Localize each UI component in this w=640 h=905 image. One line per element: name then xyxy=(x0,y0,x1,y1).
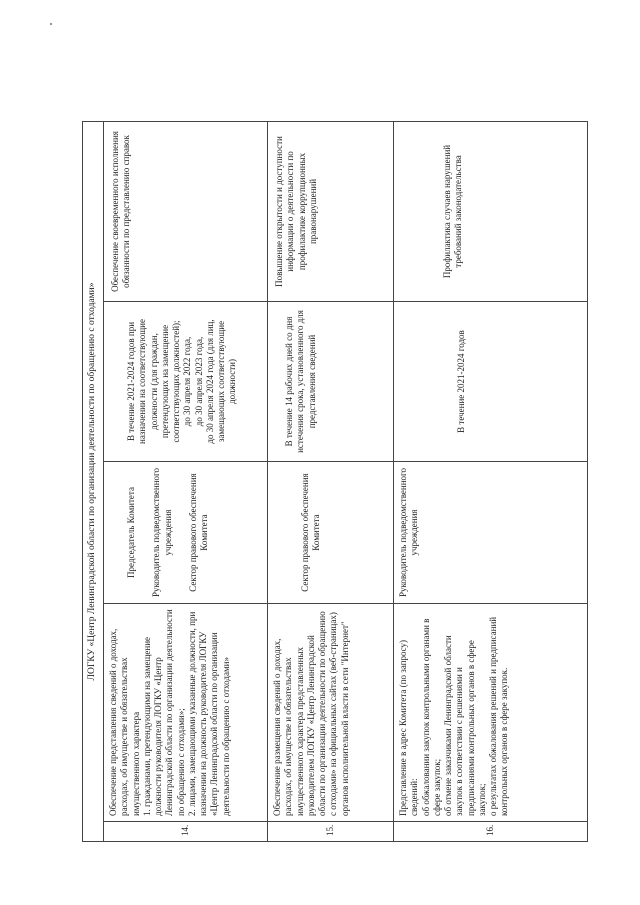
table-row xyxy=(104,121,268,841)
action-text: Обеспечение представления сведений о доходах, расходах, об имуществе и обязательствах имущественного характера xyxy=(108,628,141,816)
scan-speck xyxy=(50,23,52,25)
action-text: Представление в адрес Комитета (по запросу) сведений: xyxy=(398,639,420,816)
result-cell xyxy=(394,121,588,301)
result-text: Обеспечение своевременного исполнения обязанности по представлению справок xyxy=(110,131,132,292)
action-cell xyxy=(268,604,394,822)
result-cell xyxy=(104,121,268,301)
result-text: Повышение открытости и доступности информации о деятельности по профилактике коррупционных правонарушений xyxy=(274,136,318,287)
responsible-cell xyxy=(268,462,394,604)
responsible-cell xyxy=(104,462,268,604)
measures-table xyxy=(82,121,588,842)
term-text: В течение 2021-2024 годов xyxy=(456,330,466,433)
action-text: 1. гражданами, претендующими на замещение должности руководителя ЛОГКУ «Центр Ленинградской области по организации деятельности по обращению с отходами»; xyxy=(141,609,186,816)
section-header-row xyxy=(83,121,104,841)
row-number: 16. xyxy=(394,822,588,842)
action-cell xyxy=(394,604,588,822)
table-row xyxy=(268,121,394,841)
row-number: 14. xyxy=(104,822,268,842)
responsible-text: Руководитель подведомственного учреждения xyxy=(398,467,420,598)
responsible-text: Председатель Комитета xyxy=(126,487,136,578)
section-title: ЛОГКУ «Центр Ленинградской области по организации деятельности по обращению с отходами» xyxy=(83,121,104,841)
term-text: до 30 апреля 2022 года, xyxy=(182,336,193,427)
responsible-text: Сектор правового обеспечения Комитета xyxy=(187,473,209,592)
term-cell xyxy=(268,302,394,462)
term-cell xyxy=(104,302,268,462)
result-cell xyxy=(268,121,394,301)
responsible-cell xyxy=(394,462,588,604)
result-text: Профилактика случаев нарушений требований законодательства xyxy=(442,144,464,279)
row-number: 15. xyxy=(268,822,394,842)
action-text: Обеспечение размещения сведений о доходах, расходах, об имуществе и обязательствах имущественного характера представленных руководителем ЛОГКУ «Центр Ленинградской области по организации деятельности по обращению с отходами» на официальных сайтах (веб-страницах) органов исполнительной власти в сети "Интернет" xyxy=(272,611,350,816)
responsible-text: Руководитель подведомственного учреждения xyxy=(151,467,173,598)
term-cell xyxy=(394,302,588,462)
term-text: В течение 2021-2024 годов при назначении на соответствующие должности (для граждан, претендующих на замещение соответствующих должностей); xyxy=(126,319,181,444)
term-text: до 30 апреля 2023 года, xyxy=(193,336,204,427)
rotated-table-container xyxy=(82,122,582,842)
action-text: об отмене заказчиками Ленинградской области закупок в соответствии с решениями и предписаниями контрольных органов в сфере закупок; xyxy=(443,635,487,816)
action-text: об обжаловании закупок контрольными органами в сфере закупок; xyxy=(420,618,442,816)
table-row xyxy=(394,121,588,841)
responsible-text: Сектор правового обеспечения Комитета xyxy=(300,473,322,592)
term-text: до 30 апреля 2024 года (для лиц, замещающих соответствующие должности) xyxy=(204,319,238,444)
term-text: В течение 14 рабочих дней со дня истечения срока, установленного для представления сведений xyxy=(284,310,317,453)
action-text: 2. лицами, замещающими указанные должности, при назначении на должность руководителя ЛОГКУ «Центр Ленинградской области по организации деятельности по обращению с отходами» xyxy=(186,611,231,816)
action-text: о результатах обжалования решений и предписаний контрольных органов в сфере закупок. xyxy=(488,616,510,816)
action-cell xyxy=(104,604,268,822)
